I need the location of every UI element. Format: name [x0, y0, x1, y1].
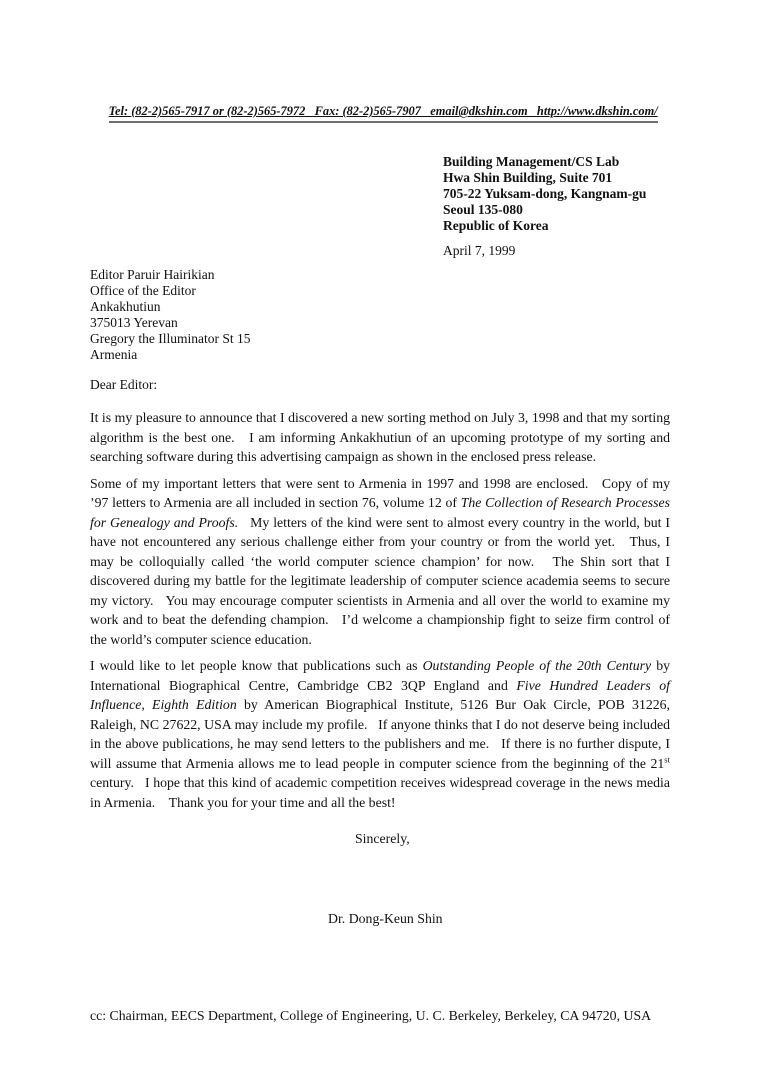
text-run: Outstanding People of the 20th Century: [422, 658, 652, 673]
letter-date: April 7, 1999: [443, 243, 516, 258]
address-line: 705-22 Yuksam-dong, Kangnam-gu: [443, 186, 647, 201]
paragraph-3: [90, 656, 674, 812]
sender-address: [443, 154, 670, 234]
address-line: Office of the Editor: [90, 283, 196, 298]
text-run: Some of my important letters that were sent to Armenia in 1997 and 1998 are enclosed. Copy of my ’97 letters to Armenia are all included in section 76, volume 12 of: [90, 475, 674, 510]
text-run: It is my pleasure to announce that I discovered a new sorting method on July 3, 1998 and that my sorting algorithm is the best one. I am informing Ankakhutiun of an upcoming prototype of my sorting and searching software during this advertising campaign as shown in the enclosed press release.: [90, 410, 674, 464]
paragraph-1: [90, 408, 674, 467]
text-run: century. I hope that this kind of academic competition receives widespread coverage in the news media in Armenia. Thank you for your time and all the best!: [90, 755, 674, 810]
address-line: Gregory the Illuminator St 15: [90, 331, 251, 346]
text-run: Five Hundred Leaders of Influence, Eighth Edition: [90, 677, 674, 712]
address-line: Hwa Shin Building, Suite 701: [443, 170, 613, 185]
paragraph-2: [90, 474, 674, 650]
address-line: 375013 Yerevan: [90, 315, 178, 330]
contact-header-text: Tel: (82-2)565-7917 or (82-2)565-7972 Fax: (82-2)565-7907 email@dkshin.com http://www.dkshin.com/: [109, 103, 658, 123]
closing: Sincerely,: [355, 831, 410, 846]
address-line: Ankakhutiun: [90, 299, 161, 314]
text-run: st: [664, 753, 670, 764]
contact-header: [90, 86, 670, 140]
recipient-address: [90, 267, 670, 363]
signature-name: Dr. Dong-Keun Shin: [328, 910, 443, 926]
salutation: Dear Editor:: [90, 377, 158, 392]
address-line: Republic of Korea: [443, 218, 549, 233]
address-line: Seoul 135-080: [443, 202, 523, 217]
text-run: by International Biographical Centre, Cambridge CB2 3QP England and: [90, 658, 674, 693]
letter-content: [90, 0, 674, 1026]
address-line: Editor Paruir Hairikian: [90, 267, 215, 282]
text-run: I would like to let people know that publications such as: [90, 658, 423, 673]
cc-line: cc: Chairman, EECS Department, College of Engineering, U. C. Berkeley, Berkeley, CA 94720, USA: [90, 1008, 652, 1023]
text-run: My letters of the kind were sent to almost every country in the world, but I have not encountered any serious challenge either from your country or from the world yet. Thus, I may be colloquially called ‘the world computer science champion’ for now. The Shin sort that I discovered during my battle for the legitimate leadership of computer science academia seems to secure my victory. You may encourage computer scientists in Armenia and all over the world to examine my work and to beat the defending champion. I’d welcome a championship fight to seize firm control of the world’s computer science education.: [90, 514, 674, 647]
text-run: The Collection of Research Processes for Genealogy and Proofs.: [90, 495, 674, 530]
address-line: Building Management/CS Lab: [443, 154, 620, 169]
letter-body: [90, 408, 674, 812]
address-line: Armenia: [90, 347, 138, 362]
text-run: by American Biographical Institute, 5126 Bur Oak Circle, POB 31226, Raleigh, NC 27622, USA may include my profile. If anyone thinks that I do not deserve being included in the above publications, he may send letters to the publishers and me. If there is no further dispute, I will assume that Armenia allows me to lead people in computer science from the beginning of the 21: [90, 697, 674, 771]
